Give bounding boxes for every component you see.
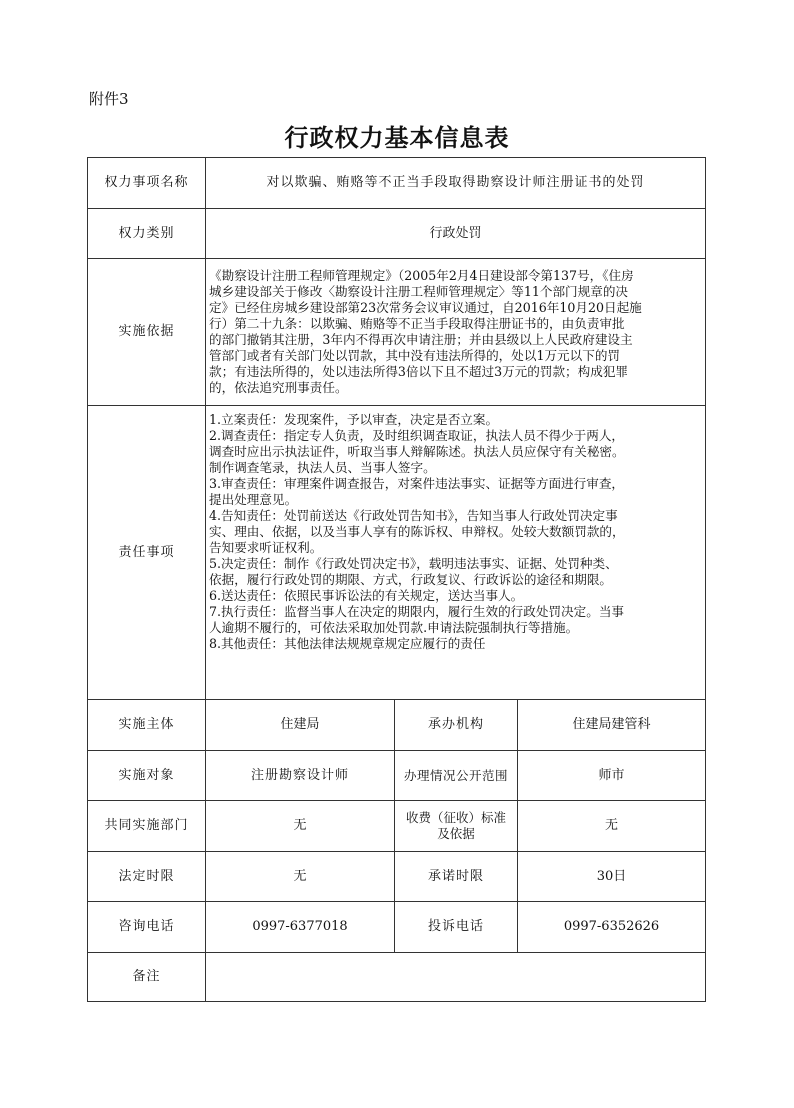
remark-label: 备注 bbox=[88, 953, 206, 1002]
row-phone bbox=[88, 902, 706, 953]
duties-value bbox=[206, 406, 706, 700]
basis-line: 管部门或者有关部门处以罚款，其中没有违法所得的，处以1万元以下的罚 bbox=[209, 348, 621, 363]
complaint-phone-value: 0997-6352626 bbox=[518, 902, 706, 953]
fee-value: 无 bbox=[518, 801, 706, 852]
promise-label: 承诺时限 bbox=[395, 852, 518, 902]
row-basis bbox=[88, 259, 706, 406]
row-target bbox=[88, 751, 706, 801]
row-category bbox=[88, 209, 706, 259]
row-joint bbox=[88, 801, 706, 852]
duty-line: 7.执行责任：监督当事人在决定的期限内，履行生效的行政处罚决定。当事 bbox=[209, 604, 625, 619]
row-remark bbox=[88, 953, 706, 1002]
deadline-value: 无 bbox=[206, 852, 395, 902]
disclosure-scope-value: 师市 bbox=[518, 751, 706, 801]
agency-label: 承办机构 bbox=[395, 700, 518, 751]
joint-value: 无 bbox=[206, 801, 395, 852]
duty-line: 5.决定责任：制作《行政处罚决定书》，载明违法事实、证据、处罚种类、 bbox=[209, 556, 618, 571]
duty-line: 依据，履行行政处罚的期限、方式，行政复议、行政诉讼的途径和期限。 bbox=[209, 572, 612, 587]
category-value: 行政处罚 bbox=[206, 209, 706, 259]
name-label: 权力事项名称 bbox=[88, 158, 206, 209]
disclosure-scope-label: 办理情况公开范围 bbox=[395, 751, 518, 801]
basis-line: 的，依法追究刑事责任。 bbox=[209, 380, 348, 395]
agency-value: 住建局建管科 bbox=[518, 700, 706, 751]
promise-value: 30日 bbox=[518, 852, 706, 902]
basis-line: 城乡建设部关于修改〈勘察设计注册工程师管理规定〉等11个部门规章的决 bbox=[209, 284, 629, 299]
duty-line: 人逾期不履行的，可依法采取加处罚款.申请法院强制执行等措施。 bbox=[209, 620, 579, 635]
target-label: 实施对象 bbox=[88, 751, 206, 801]
basis-value bbox=[206, 259, 706, 406]
subject-value: 住建局 bbox=[206, 700, 395, 751]
target-value: 注册勘察设计师 bbox=[206, 751, 395, 801]
fee-label-line: 及依据 bbox=[437, 826, 475, 841]
joint-label: 共同实施部门 bbox=[88, 801, 206, 852]
remark-value bbox=[206, 953, 706, 1002]
basis-line: 的部门撤销其注册，3年内不得再次申请注册；并由县级以上人民政府建设主 bbox=[209, 332, 633, 347]
duty-line: 3.审查责任：审理案件调查报告，对案件违法事实、证据等方面进行审查， bbox=[209, 476, 625, 491]
attachment-label: 附件3 bbox=[89, 90, 129, 108]
duty-line: 2.调查责任：指定专人负责，及时组织调查取证，执法人员不得少于两人， bbox=[209, 428, 625, 443]
duty-line: 实、理由、依据，以及当事人享有的陈诉权、申辩权。处较大数额罚款的， bbox=[209, 524, 625, 539]
duties-label: 责任事项 bbox=[88, 406, 206, 700]
name-value: 对以欺骗、贿赂等不正当手段取得勘察设计师注册证书的处罚 bbox=[206, 158, 706, 209]
fee-label-line: 收费（征收）标准 bbox=[405, 810, 506, 825]
page-title: 行政权力基本信息表 bbox=[284, 123, 510, 152]
row-name bbox=[88, 158, 706, 209]
subject-label: 实施主体 bbox=[88, 700, 206, 751]
fee-label bbox=[395, 801, 518, 852]
duty-line: 4.告知责任：处罚前送达《行政处罚告知书》，告知当事人行政处罚决定事 bbox=[209, 508, 618, 523]
basis-line: 定》已经住房城乡建设部第23次常务会议审议通过，自2016年10月20日起施 bbox=[209, 300, 642, 315]
duty-line: 调查时应出示执法证件，听取当事人辩解陈述。执法人员应保守有关秘密。 bbox=[209, 444, 625, 459]
row-duties bbox=[88, 406, 706, 700]
consult-phone-value: 0997-6377018 bbox=[206, 902, 395, 953]
duty-line: 告知要求听证权利。 bbox=[209, 540, 323, 555]
complaint-phone-label: 投诉电话 bbox=[395, 902, 518, 953]
duty-line: 1.立案责任：发现案件，予以审查，决定是否立案。 bbox=[209, 412, 499, 427]
basis-line: 款；有违法所得的，处以违法所得3倍以下且不超过3万元的罚款；构成犯罪 bbox=[209, 364, 629, 379]
row-deadline bbox=[88, 852, 706, 902]
duty-line: 6.送达责任：依照民事诉讼法的有关规定，送达当事人。 bbox=[209, 588, 524, 603]
duty-line: 8.其他责任：其他法律法规规章规定应履行的责任 bbox=[209, 636, 486, 651]
info-table bbox=[87, 157, 706, 1002]
basis-label: 实施依据 bbox=[88, 259, 206, 406]
basis-line: 《勘察设计注册工程师管理规定》（2005年2月4日建设部令第137号，《住房 bbox=[209, 268, 634, 283]
basis-line: 行）第二十九条：以欺骗、贿赂等不正当手段取得注册证书的，由负责审批 bbox=[209, 316, 625, 331]
row-subject bbox=[88, 700, 706, 751]
duty-line: 提出处理意见。 bbox=[209, 492, 298, 507]
deadline-label: 法定时限 bbox=[88, 852, 206, 902]
consult-phone-label: 咨询电话 bbox=[88, 902, 206, 953]
duty-line: 制作调查笔录，执法人员、当事人签字。 bbox=[209, 460, 436, 475]
category-label: 权力类别 bbox=[88, 209, 206, 259]
